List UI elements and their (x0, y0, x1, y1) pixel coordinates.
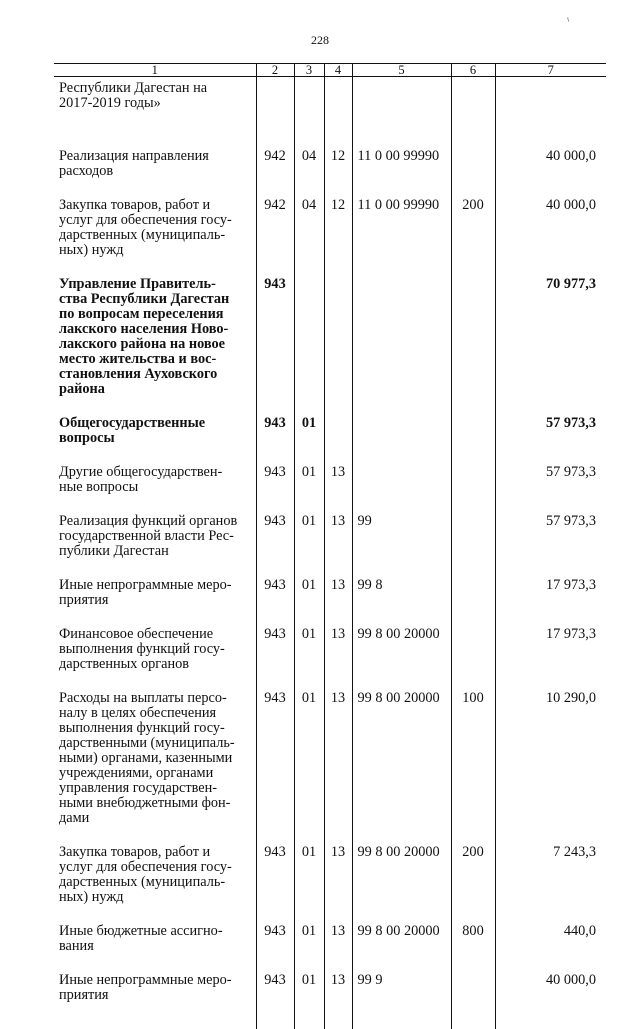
section-code-cell: 01 (294, 627, 324, 691)
table-row (54, 130, 606, 198)
header-col-6: 6 (451, 64, 495, 77)
ministry-code-cell: 943 (256, 578, 294, 627)
row-name-cell (54, 514, 256, 578)
expense-type-cell (451, 465, 495, 514)
row-name-line: налу в целях обеспечения (59, 705, 217, 721)
row-name-line: услуг для обеспечения госу- (59, 212, 232, 228)
subsection-code-cell: 13 (324, 924, 352, 973)
row-name-line: дарственных (муниципаль- (59, 227, 226, 243)
column-number-header (54, 64, 606, 77)
row-name-line: 2017-2019 годы» (59, 95, 161, 111)
section-code-cell: 01 (294, 924, 324, 973)
table-row (54, 578, 606, 627)
row-name-line: вания (59, 938, 94, 954)
row-name-cell (54, 130, 256, 198)
target-article-cell: 99 8 00 20000 (352, 845, 451, 924)
section-code-cell: 01 (294, 973, 324, 1029)
table-row (54, 77, 606, 131)
table-row (54, 845, 606, 924)
ministry-code-cell: 942 (256, 198, 294, 277)
row-name-line: Другие общегосударствен- (59, 464, 223, 480)
subsection-code-cell: 13 (324, 845, 352, 924)
row-name-line: публики Дагестан (59, 543, 169, 559)
expense-type-cell (451, 578, 495, 627)
ministry-code-cell: 943 (256, 973, 294, 1029)
expense-type-cell (451, 627, 495, 691)
target-article-cell: 99 8 (352, 578, 451, 627)
table-row (54, 416, 606, 465)
amount-cell: 40 000,0 (495, 130, 606, 198)
row-name-line: ных) нужд (59, 889, 124, 905)
subsection-code-cell: 13 (324, 514, 352, 578)
amount-cell: 40 000,0 (495, 198, 606, 277)
row-name-line: Республики Дагестан на (59, 80, 208, 96)
ministry-code-cell: 943 (256, 924, 294, 973)
row-name-line: вопросы (59, 430, 115, 446)
row-name-line: района (59, 381, 105, 397)
section-code-cell: 01 (294, 514, 324, 578)
ministry-code-cell: 943 (256, 277, 294, 416)
target-article-cell (352, 77, 451, 131)
row-name-line: Реализация функций органов (59, 513, 238, 529)
header-col-1: 1 (54, 64, 256, 77)
subsection-code-cell: 13 (324, 973, 352, 1029)
ministry-code-cell: 942 (256, 130, 294, 198)
row-name-line: Закупка товаров, работ и (59, 197, 211, 213)
row-name-line: ных) нужд (59, 242, 124, 258)
amount-cell: 70 977,3 (495, 277, 606, 416)
row-name-line: расходов (59, 163, 114, 179)
expense-type-cell (451, 514, 495, 578)
row-name-cell (54, 845, 256, 924)
section-code-cell (294, 77, 324, 131)
target-article-cell (352, 416, 451, 465)
table-row (54, 627, 606, 691)
row-name-cell (54, 77, 256, 131)
table-row (54, 514, 606, 578)
row-name-line: учреждениями, органами (59, 765, 214, 781)
row-name-line: выполнения функций госу- (59, 720, 225, 736)
subsection-code-cell (324, 416, 352, 465)
row-name-line: ными) органами, казенными (59, 750, 233, 766)
table-row (54, 465, 606, 514)
row-name-cell (54, 627, 256, 691)
subsection-code-cell: 13 (324, 691, 352, 845)
row-name-line: лакского района на новое (59, 336, 226, 352)
row-name-line: становления Ауховского (59, 366, 218, 382)
subsection-code-cell: 12 (324, 198, 352, 277)
corner-pen-mark: ᶠ (566, 15, 572, 28)
amount-cell: 40 000,0 (495, 973, 606, 1029)
ministry-code-cell: 943 (256, 465, 294, 514)
ministry-code-cell: 943 (256, 416, 294, 465)
amount-cell: 17 973,3 (495, 578, 606, 627)
subsection-code-cell (324, 77, 352, 131)
target-article-cell (352, 277, 451, 416)
subsection-code-cell: 13 (324, 627, 352, 691)
header-col-4: 4 (324, 64, 352, 77)
row-name-line: Иные непрограммные меро- (59, 577, 232, 593)
amount-cell: 57 973,3 (495, 416, 606, 465)
row-name-line: Расходы на выплаты персо- (59, 690, 227, 706)
amount-cell: 10 290,0 (495, 691, 606, 845)
table-row (54, 691, 606, 845)
row-name-line: ства Республики Дагестан (59, 291, 230, 307)
section-code-cell: 01 (294, 465, 324, 514)
row-name-line: Иные непрограммные меро- (59, 972, 232, 988)
ministry-code-cell: 943 (256, 514, 294, 578)
row-name-line: Финансовое обеспечение (59, 626, 214, 642)
target-article-cell: 11 0 00 99990 (352, 130, 451, 198)
row-name-cell (54, 465, 256, 514)
table-row (54, 277, 606, 416)
row-name-line: выполнения функций госу- (59, 641, 225, 657)
row-name-cell (54, 198, 256, 277)
target-article-cell: 99 8 00 20000 (352, 691, 451, 845)
row-name-cell (54, 578, 256, 627)
row-name-cell (54, 691, 256, 845)
section-code-cell: 04 (294, 130, 324, 198)
ministry-code-cell: 943 (256, 627, 294, 691)
ministry-code-cell (256, 77, 294, 131)
row-name-line: Управление Правитель- (59, 276, 216, 292)
target-article-cell: 99 9 (352, 973, 451, 1029)
row-name-line: дарственными (муниципаль- (59, 735, 235, 751)
expense-type-cell (451, 973, 495, 1029)
expense-type-cell: 800 (451, 924, 495, 973)
row-name-line: по вопросам переселения (59, 306, 224, 322)
row-name-line: приятия (59, 592, 109, 608)
row-name-cell (54, 973, 256, 1029)
section-code-cell: 01 (294, 416, 324, 465)
subsection-code-cell (324, 277, 352, 416)
expense-type-cell: 200 (451, 845, 495, 924)
table-row (54, 973, 606, 1029)
header-col-3: 3 (294, 64, 324, 77)
row-name-line: услуг для обеспечения госу- (59, 859, 232, 875)
row-name-line: дами (59, 810, 90, 826)
row-name-line: Общегосударственные (59, 415, 206, 431)
subsection-code-cell: 13 (324, 465, 352, 514)
expense-type-cell (451, 130, 495, 198)
table-row (54, 198, 606, 277)
section-code-cell: 01 (294, 578, 324, 627)
target-article-cell (352, 465, 451, 514)
section-code-cell: 01 (294, 691, 324, 845)
row-name-cell (54, 277, 256, 416)
expense-type-cell: 100 (451, 691, 495, 845)
subsection-code-cell: 12 (324, 130, 352, 198)
row-name-line: управления государствен- (59, 780, 217, 796)
section-code-cell (294, 277, 324, 416)
amount-cell: 17 973,3 (495, 627, 606, 691)
target-article-cell: 99 (352, 514, 451, 578)
row-name-line: место жительства и вос- (59, 351, 217, 367)
row-name-line: Иные бюджетные ассигно- (59, 923, 223, 939)
row-name-line: ными внебюджетными фон- (59, 795, 231, 811)
target-article-cell: 99 8 00 20000 (352, 924, 451, 973)
row-name-line: государственной власти Рес- (59, 528, 234, 544)
ministry-code-cell: 943 (256, 845, 294, 924)
amount-cell: 57 973,3 (495, 514, 606, 578)
amount-cell (495, 77, 606, 131)
header-col-7: 7 (495, 64, 606, 77)
row-name-line: дарственных (муниципаль- (59, 874, 226, 890)
row-name-line: Закупка товаров, работ и (59, 844, 211, 860)
header-col-2: 2 (256, 64, 294, 77)
expense-type-cell: 200 (451, 198, 495, 277)
amount-cell: 7 243,3 (495, 845, 606, 924)
expense-type-cell (451, 77, 495, 131)
row-name-cell (54, 416, 256, 465)
ministry-code-cell: 943 (256, 691, 294, 845)
header-col-5: 5 (352, 64, 451, 77)
row-name-line: приятия (59, 987, 109, 1003)
expense-type-cell (451, 416, 495, 465)
subsection-code-cell: 13 (324, 578, 352, 627)
target-article-cell: 11 0 00 99990 (352, 198, 451, 277)
row-name-line: дарственных органов (59, 656, 190, 672)
budget-table (54, 63, 606, 1029)
section-code-cell: 04 (294, 198, 324, 277)
row-name-line: лакского населения Ново- (59, 321, 229, 337)
page-number: 228 (311, 33, 329, 47)
row-name-line: ные вопросы (59, 479, 139, 495)
section-code-cell: 01 (294, 845, 324, 924)
amount-cell: 57 973,3 (495, 465, 606, 514)
row-name-cell (54, 924, 256, 973)
amount-cell: 440,0 (495, 924, 606, 973)
table-row (54, 924, 606, 973)
row-name-line: Реализация направления (59, 148, 209, 164)
expense-type-cell (451, 277, 495, 416)
target-article-cell: 99 8 00 20000 (352, 627, 451, 691)
